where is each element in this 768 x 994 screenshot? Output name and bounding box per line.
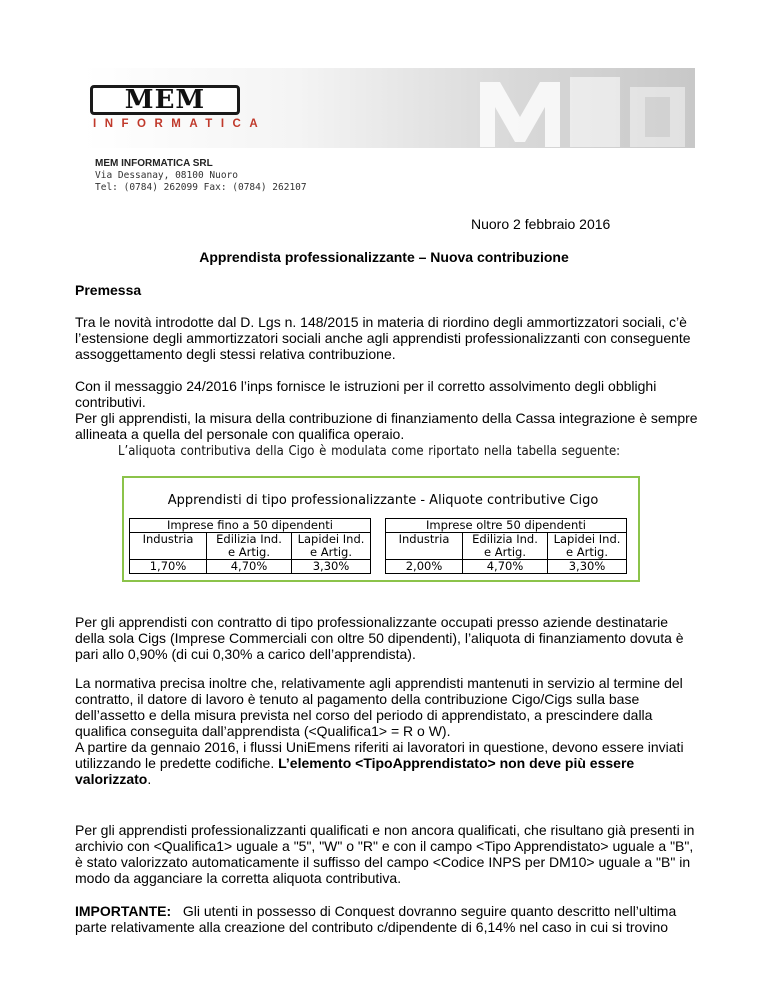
company-address: Via Dessanay, 08100 Nuoro bbox=[95, 170, 238, 181]
value-cell: 4,70% bbox=[207, 560, 292, 574]
header-edilizia: Edilizia Ind. e Artig. bbox=[463, 533, 548, 560]
header-industria: Industria bbox=[386, 533, 463, 560]
table-title: Apprendisti di tipo professionalizzante - Aliquote contributive Cigo bbox=[167, 493, 599, 508]
paragraph-2b: Per gli apprendisti, la misura della contribuzione di finanziamento della Cassa integrazione è sempre allineata a quella del personale con qualifica operaio. bbox=[75, 410, 698, 442]
value-cell: 1,70% bbox=[130, 560, 207, 574]
premessa-heading: Premessa bbox=[75, 282, 142, 298]
company-phones: Tel: (0784) 262099 Fax: (0784) 262107 bbox=[95, 182, 307, 193]
mem-watermark-logo bbox=[470, 72, 695, 150]
group-left-header: Imprese fino a 50 dipendenti bbox=[130, 519, 371, 533]
value-cell: 3,30% bbox=[548, 560, 627, 574]
value-cell: 4,70% bbox=[463, 560, 548, 574]
tipo-apprendistato-notice: L’elemento <TipoApprendistato> non deve più essere valorizzato bbox=[75, 755, 635, 787]
company-info bbox=[95, 158, 307, 194]
paragraph-5: Per gli apprendisti professionalizzanti qualificati e non ancora qualificati, che risultano già presenti in archivio con <Qualifica1> uguale a "5", "W" o "R" e con il campo <Tipo Apprendistato> uguale a "B", è stato valorizzato automaticamente il suffisso del campo <Codice INPS per DM10> uguale a "B" in modo da agganciare la corretta aliquota contributiva. bbox=[75, 822, 695, 886]
paragraph-1: Tra le novità introdotte dal D. Lgs n. 148/2015 in materia di riordino degli ammortizzatori sociali, c’è l’estensione degli ammortizzatori sociali anche agli apprendisti professionalizzanti con conseguente assoggettamento degli stessi relativa contribuzione. bbox=[75, 314, 691, 362]
value-cell: 2,00% bbox=[386, 560, 463, 574]
document-title: Apprendista professionalizzante – Nuova contribuzione bbox=[199, 249, 569, 265]
header-industria: Industria bbox=[130, 533, 207, 560]
mem-logo: MEM bbox=[90, 85, 240, 115]
logo-subtitle: INFORMATICA bbox=[93, 118, 267, 130]
header-lapidei: Lapidei Ind. e Artig. bbox=[548, 533, 627, 560]
value-cell: 3,30% bbox=[292, 560, 371, 574]
header-edilizia: Edilizia Ind. e Artig. bbox=[207, 533, 292, 560]
importante-label: IMPORTANTE: bbox=[75, 903, 172, 919]
paragraph-6: IMPORTANTE: Gli utenti in possesso di Conquest dovranno seguire quanto descritto nell’ultima parte relativamente alla creazione del contributo c/dipendente di 6,14% nel caso in cui si trovino bbox=[75, 903, 677, 935]
company-name: MEM INFORMATICA SRL bbox=[95, 158, 213, 169]
cigo-rates-table bbox=[122, 476, 640, 582]
letter-date: Nuoro 2 febbraio 2016 bbox=[471, 216, 611, 232]
paragraph-4a: La normativa precisa inoltre che, relativamente agli apprendisti mantenuti in servizio al termine del contratto, il datore di lavoro è tenuto al pagamento della contribuzione Cigo/Cigs sulla base dell’assetto e della misura prevista nel corso del periodo di apprendistato, a prescindere dalla qualifica conseguita dall’apprendista (<Qualifica1> = R o W). bbox=[75, 675, 683, 739]
paragraph-2a: Con il messaggio 24/2016 l’inps fornisce le istruzioni per il corretto assolvimento degli obblighi contributivi. bbox=[75, 378, 657, 410]
paragraph-4b: A partire da gennaio 2016, i flussi UniEmens riferiti ai lavoratori in questione, devono essere inviati utilizzando le predette codifiche. L’elemento <TipoApprendistato> non deve più essere valorizzato. bbox=[75, 739, 684, 787]
paragraph-3: Per gli apprendisti con contratto di tipo professionalizzante occupati presso aziende destinatarie della sola Cigs (Imprese Commerciali con oltre 50 dipendenti), l’aliquota di finanziamento dovuta è pari allo 0,90% (di cui 0,30% a carico dell’apprendista). bbox=[75, 614, 684, 662]
table-caption: L’aliquota contributiva della Cigo è modulata come riportato nella tabella seguente: bbox=[118, 444, 621, 459]
rates-grid bbox=[129, 518, 627, 574]
group-right-header: Imprese oltre 50 dipendenti bbox=[386, 519, 627, 533]
header-lapidei: Lapidei Ind. e Artig. bbox=[292, 533, 371, 560]
